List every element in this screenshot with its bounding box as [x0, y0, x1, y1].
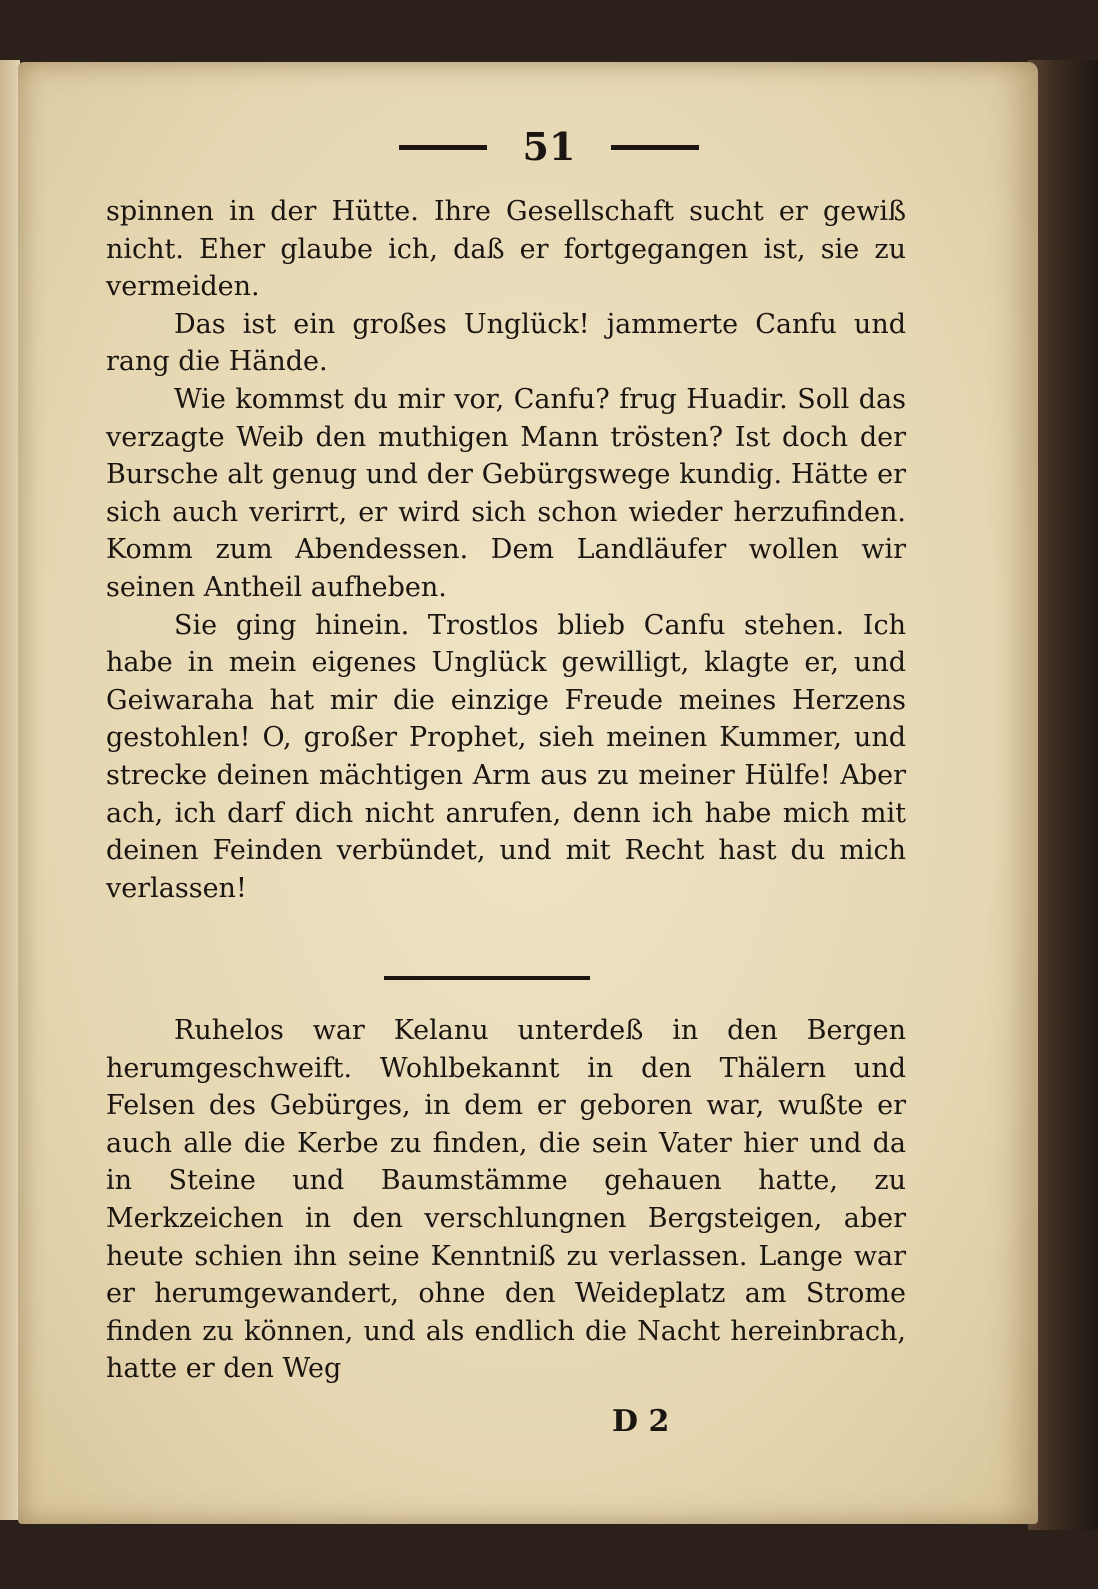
- header-rule-right: [611, 145, 699, 150]
- facing-page-edge: [0, 60, 20, 1520]
- paragraph: Das ist ein großes Unglück! jammerte Canfu und rang die Hände.: [106, 308, 906, 378]
- paragraph: Ruhelos war Kelanu unterdeß in den Bergen herumgeschweift. Wohlbekannt in den Thälern und Felsen des Gebürges, in dem er geboren war, wußte er auch alle die Kerbe zu finden, die sein Vater hier und da in Steine und Baumstämme gehauen hatte, zu Merkzeichen in den verschlungnen Bergsteigen, aber heute schien ihn seine Kenntniß zu verlassen. Lange war er herumgewandert, ohne den Weideplatz am Strome finden zu können, und als endlich die Nacht hereinbrach, hatte er den Weg: [106, 1015, 906, 1385]
- section-divider: [384, 976, 590, 980]
- paragraph: Wie kommst du mir vor, Canfu? frug Huadir. Soll das verzagte Weib den muthigen Mann trösten? Ist doch der Bursche alt genug und der Gebürgswege kundig. Hätte er sich auch verirrt, er wird sich schon wieder herzufinden. Komm zum Abendessen. Dem Landläufer wollen wir seinen Antheil aufheben.: [106, 383, 906, 603]
- paragraph: spinnen in der Hütte. Ihre Gesellschaft sucht er gewiß nicht. Eher glaube ich, daß er fortgegangen ist, sie zu vermeiden.: [106, 196, 906, 303]
- text-block-lower: [106, 1012, 906, 1388]
- page-number: 51: [522, 124, 576, 169]
- printer-signature-mark: D 2: [612, 1404, 670, 1439]
- header-rule-left: [399, 145, 487, 150]
- page-header: [0, 124, 1098, 169]
- paragraph: Sie ging hinein. Trostlos blieb Canfu stehen. Ich habe in mein eigenes Unglück gewilligt, klagte er, und Geiwaraha hat mir die einzige Freude meines Herzens gestohlen! O, großer Prophet, sieh meinen Kummer, und strecke deinen mächtigen Arm aus zu meiner Hülfe! Aber ach, ich darf dich nicht anrufen, denn ich habe mich mit deinen Feinden verbündet, und mit Recht hast du mich verlassen!: [106, 609, 906, 904]
- text-block-upper: [106, 193, 906, 907]
- book-cover-edge: [1028, 60, 1098, 1530]
